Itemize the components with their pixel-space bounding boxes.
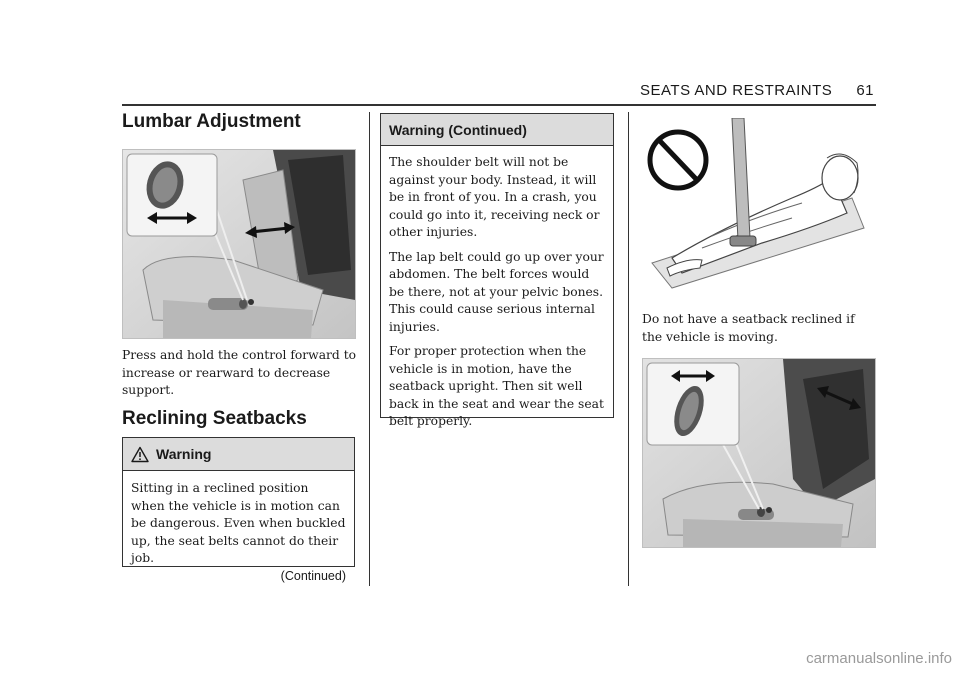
reclined-caption: Do not have a seatback reclined if the vehicle is moving. <box>642 312 855 344</box>
reclining-heading: Reclining Seatbacks <box>122 408 307 429</box>
warning-continued-box <box>380 113 614 428</box>
warning-title: Warning <box>156 446 212 462</box>
recline-control-illustration <box>642 358 876 548</box>
page-number: 61 <box>856 82 874 99</box>
warning-text: Sitting in a reclined position when the vehicle is in motion can be dangerous. Even when buckled up, the seat belts cannot do their job. <box>131 481 346 565</box>
lumbar-heading: Lumbar Adjustment <box>122 111 301 132</box>
running-header <box>640 82 874 104</box>
lumbar-body: Press and hold the control forward to increase or rearward to decrease support. <box>122 348 357 397</box>
column-divider-1 <box>369 112 370 586</box>
watermark: carmanualsonline.info <box>806 650 952 667</box>
lumbar-seat-drawing <box>123 150 355 338</box>
reclined-occupant-illustration <box>642 118 866 290</box>
reclined-occupant-drawing <box>642 118 866 290</box>
warning-header <box>123 438 354 471</box>
recline-seat-drawing <box>643 359 875 547</box>
warning-paragraph: The lap belt could go up over your abdomen. The belt forces would be there, not at your pelvic bones. This could cause serious internal injuries. <box>389 249 604 334</box>
warning-box <box>122 437 355 583</box>
warning-paragraph: The shoulder belt will not be against your body. Instead, it will be in front of you. In a crash, you could go into it, receiving neck or other injuries. <box>389 155 600 239</box>
header-rule <box>122 104 876 106</box>
warning-continued-header: Warning (Continued) <box>381 114 613 146</box>
column-divider-2 <box>628 112 629 586</box>
lumbar-illustration <box>122 149 356 339</box>
warning-paragraph: For proper protection when the vehicle is in motion, have the seatback upright. Then sit well back in the seat and wear the seat belt properly. <box>389 344 604 428</box>
prohibition-icon <box>650 132 706 188</box>
section-title: SEATS AND RESTRAINTS <box>640 82 833 99</box>
continued-label: (Continued) <box>280 568 346 583</box>
warning-triangle-icon <box>131 446 149 463</box>
